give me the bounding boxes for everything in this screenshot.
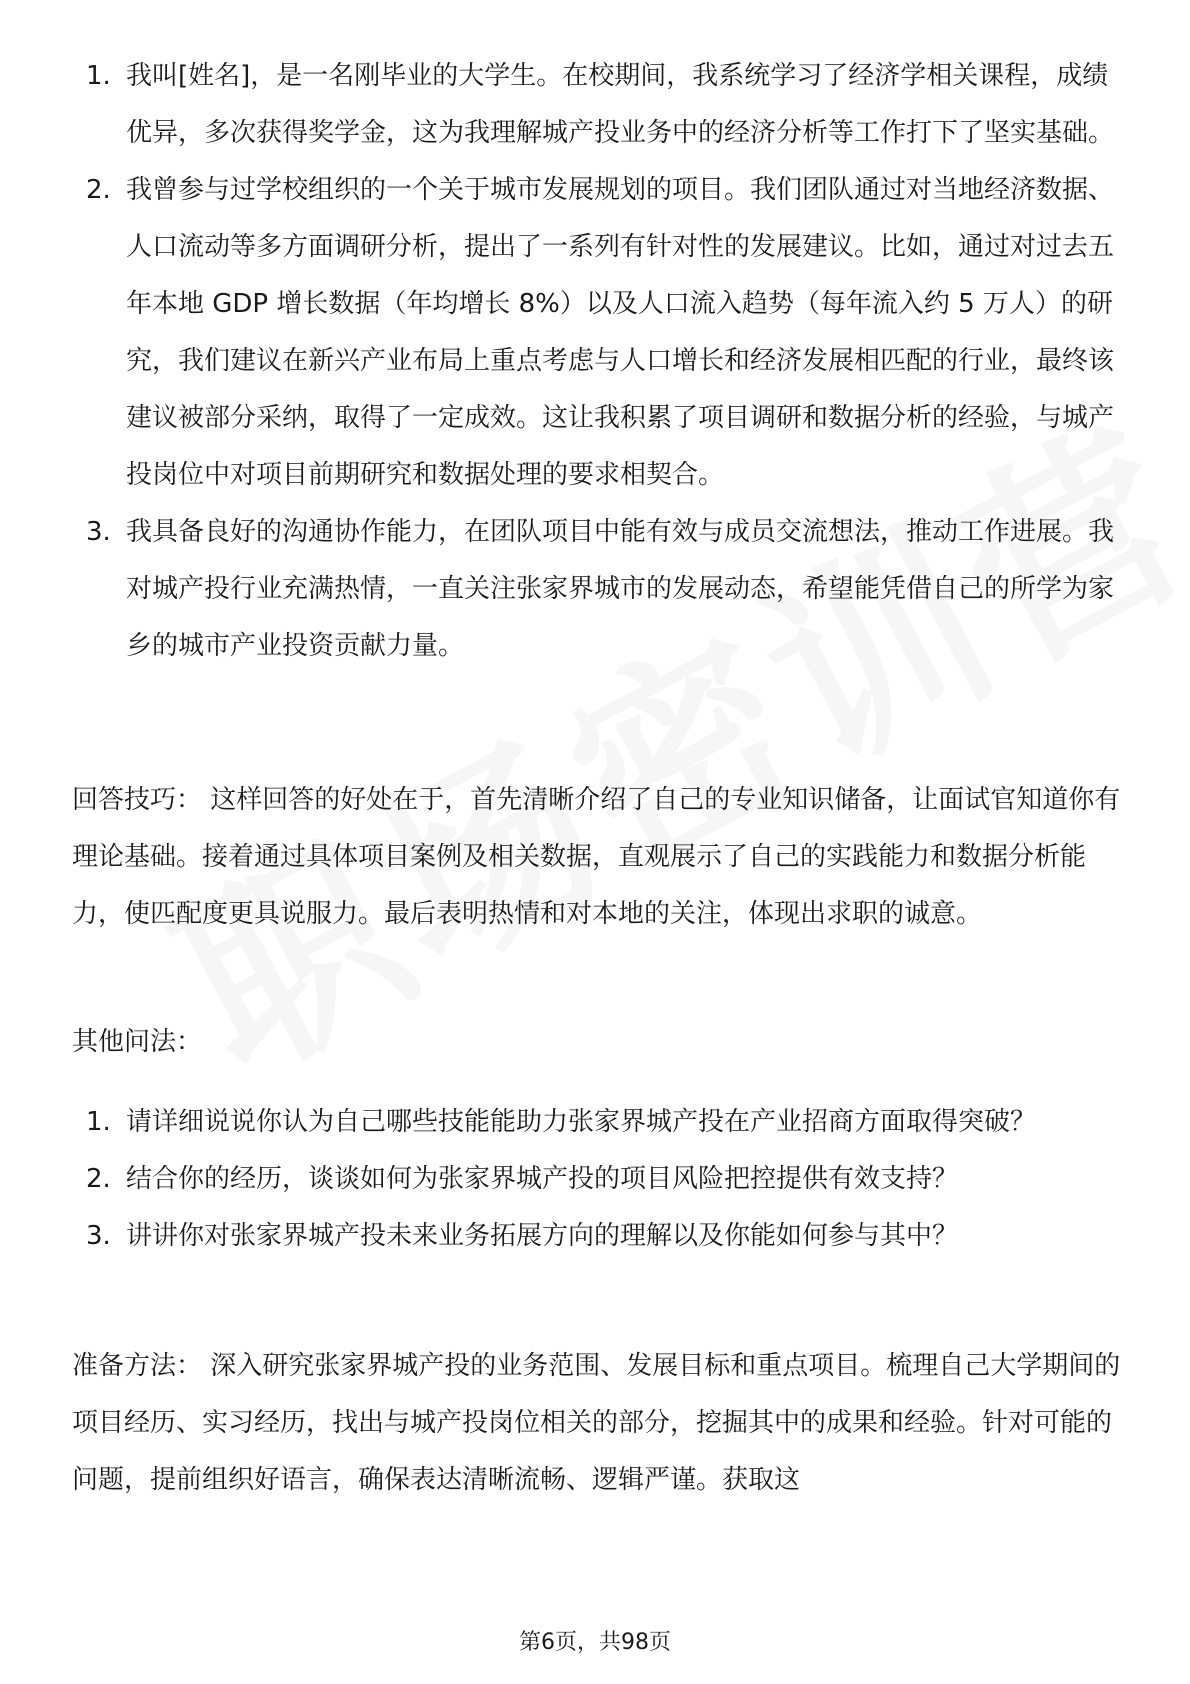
list-number: 2. — [86, 175, 111, 205]
list-number: 1. — [86, 61, 111, 91]
list-item — [0, 504, 1190, 675]
page-footer: 第6页，共98页 — [519, 1630, 671, 1655]
other-questions-section — [0, 1014, 1190, 1071]
list-item — [0, 1208, 1190, 1265]
list-number: 3. — [86, 517, 111, 547]
list-text: 我具备良好的沟通协作能力，在团队项目中能有效与成员交流想法，推动工作进展。我对城产投行业充满热情，一直关注张家界城市的发展动态，希望能凭借自己的所学为家乡的城市产业投资贡献力量。 — [126, 517, 1115, 661]
prep-paragraph: 准备方法： 深入研究张家界城产投的业务范围、发展目标和重点项目。梳理自己大学期间的项目经历、实习经历，找出与城产投岗位相关的部分，挖掘其中的成果和经验。针对可能的问题，提前组织好语言，确保表达清晰流畅、逻辑严谨。获取这 — [72, 1351, 1121, 1495]
list-item — [0, 48, 1190, 162]
list-item — [0, 162, 1190, 504]
list-text: 我曾参与过学校组织的一个关于城市发展规划的项目。我们团队通过对当地经济数据、人口流动等多方面调研分析，提出了一系列有针对性的发展建议。比如，通过对过去五年本地 GDP 增长数据（年均增长 8%）以及人口流入趋势（每年流入约 5 万人）的研究，我们建议在新兴产业布局上重点考虑与人口增长和经济发展相匹配的行业，最终该建议被部分采纳，取得了一定成效。这让我积累了项目调研和数据分析的经验，与城产投岗位中对项目前期研究和数据处理的要求相契合。 — [126, 175, 1115, 490]
other-questions-heading: 其他问法： — [72, 1027, 203, 1057]
list-text: 结合你的经历，谈谈如何为张家界城产投的项目风险把控提供有效支持？ — [126, 1164, 959, 1194]
tips-paragraph: 回答技巧： 这样回答的好处在于，首先清晰介绍了自己的专业知识储备，让面试官知道你有理论基础。接着通过具体项目案例及相关数据，直观展示了自己的实践能力和数据分析能力，使匹配度更具说服力。最后表明热情和对本地的关注，体现出求职的诚意。 — [72, 785, 1121, 929]
list-text: 我叫[姓名]，是一名刚毕业的大学生。在校期间，我系统学习了经济学相关课程，成绩优异，多次获得奖学金，这为我理解城产投业务中的经济分析等工作打下了坚实基础。 — [126, 61, 1115, 148]
list-number: 3. — [86, 1221, 111, 1251]
list-item — [0, 1151, 1190, 1208]
tips-section — [0, 772, 1190, 943]
list-text: 讲讲你对张家界城产投未来业务拓展方向的理解以及你能如何参与其中？ — [126, 1221, 959, 1251]
answer-list — [0, 48, 1190, 675]
other-questions-list — [0, 1094, 1190, 1265]
prep-section — [0, 1338, 1190, 1509]
list-text: 请详细说说你认为自己哪些技能能助力张家界城产投在产业招商方面取得突破？ — [126, 1107, 1037, 1137]
list-number: 1. — [86, 1107, 111, 1137]
list-number: 2. — [86, 1164, 111, 1194]
list-item — [0, 1094, 1190, 1151]
